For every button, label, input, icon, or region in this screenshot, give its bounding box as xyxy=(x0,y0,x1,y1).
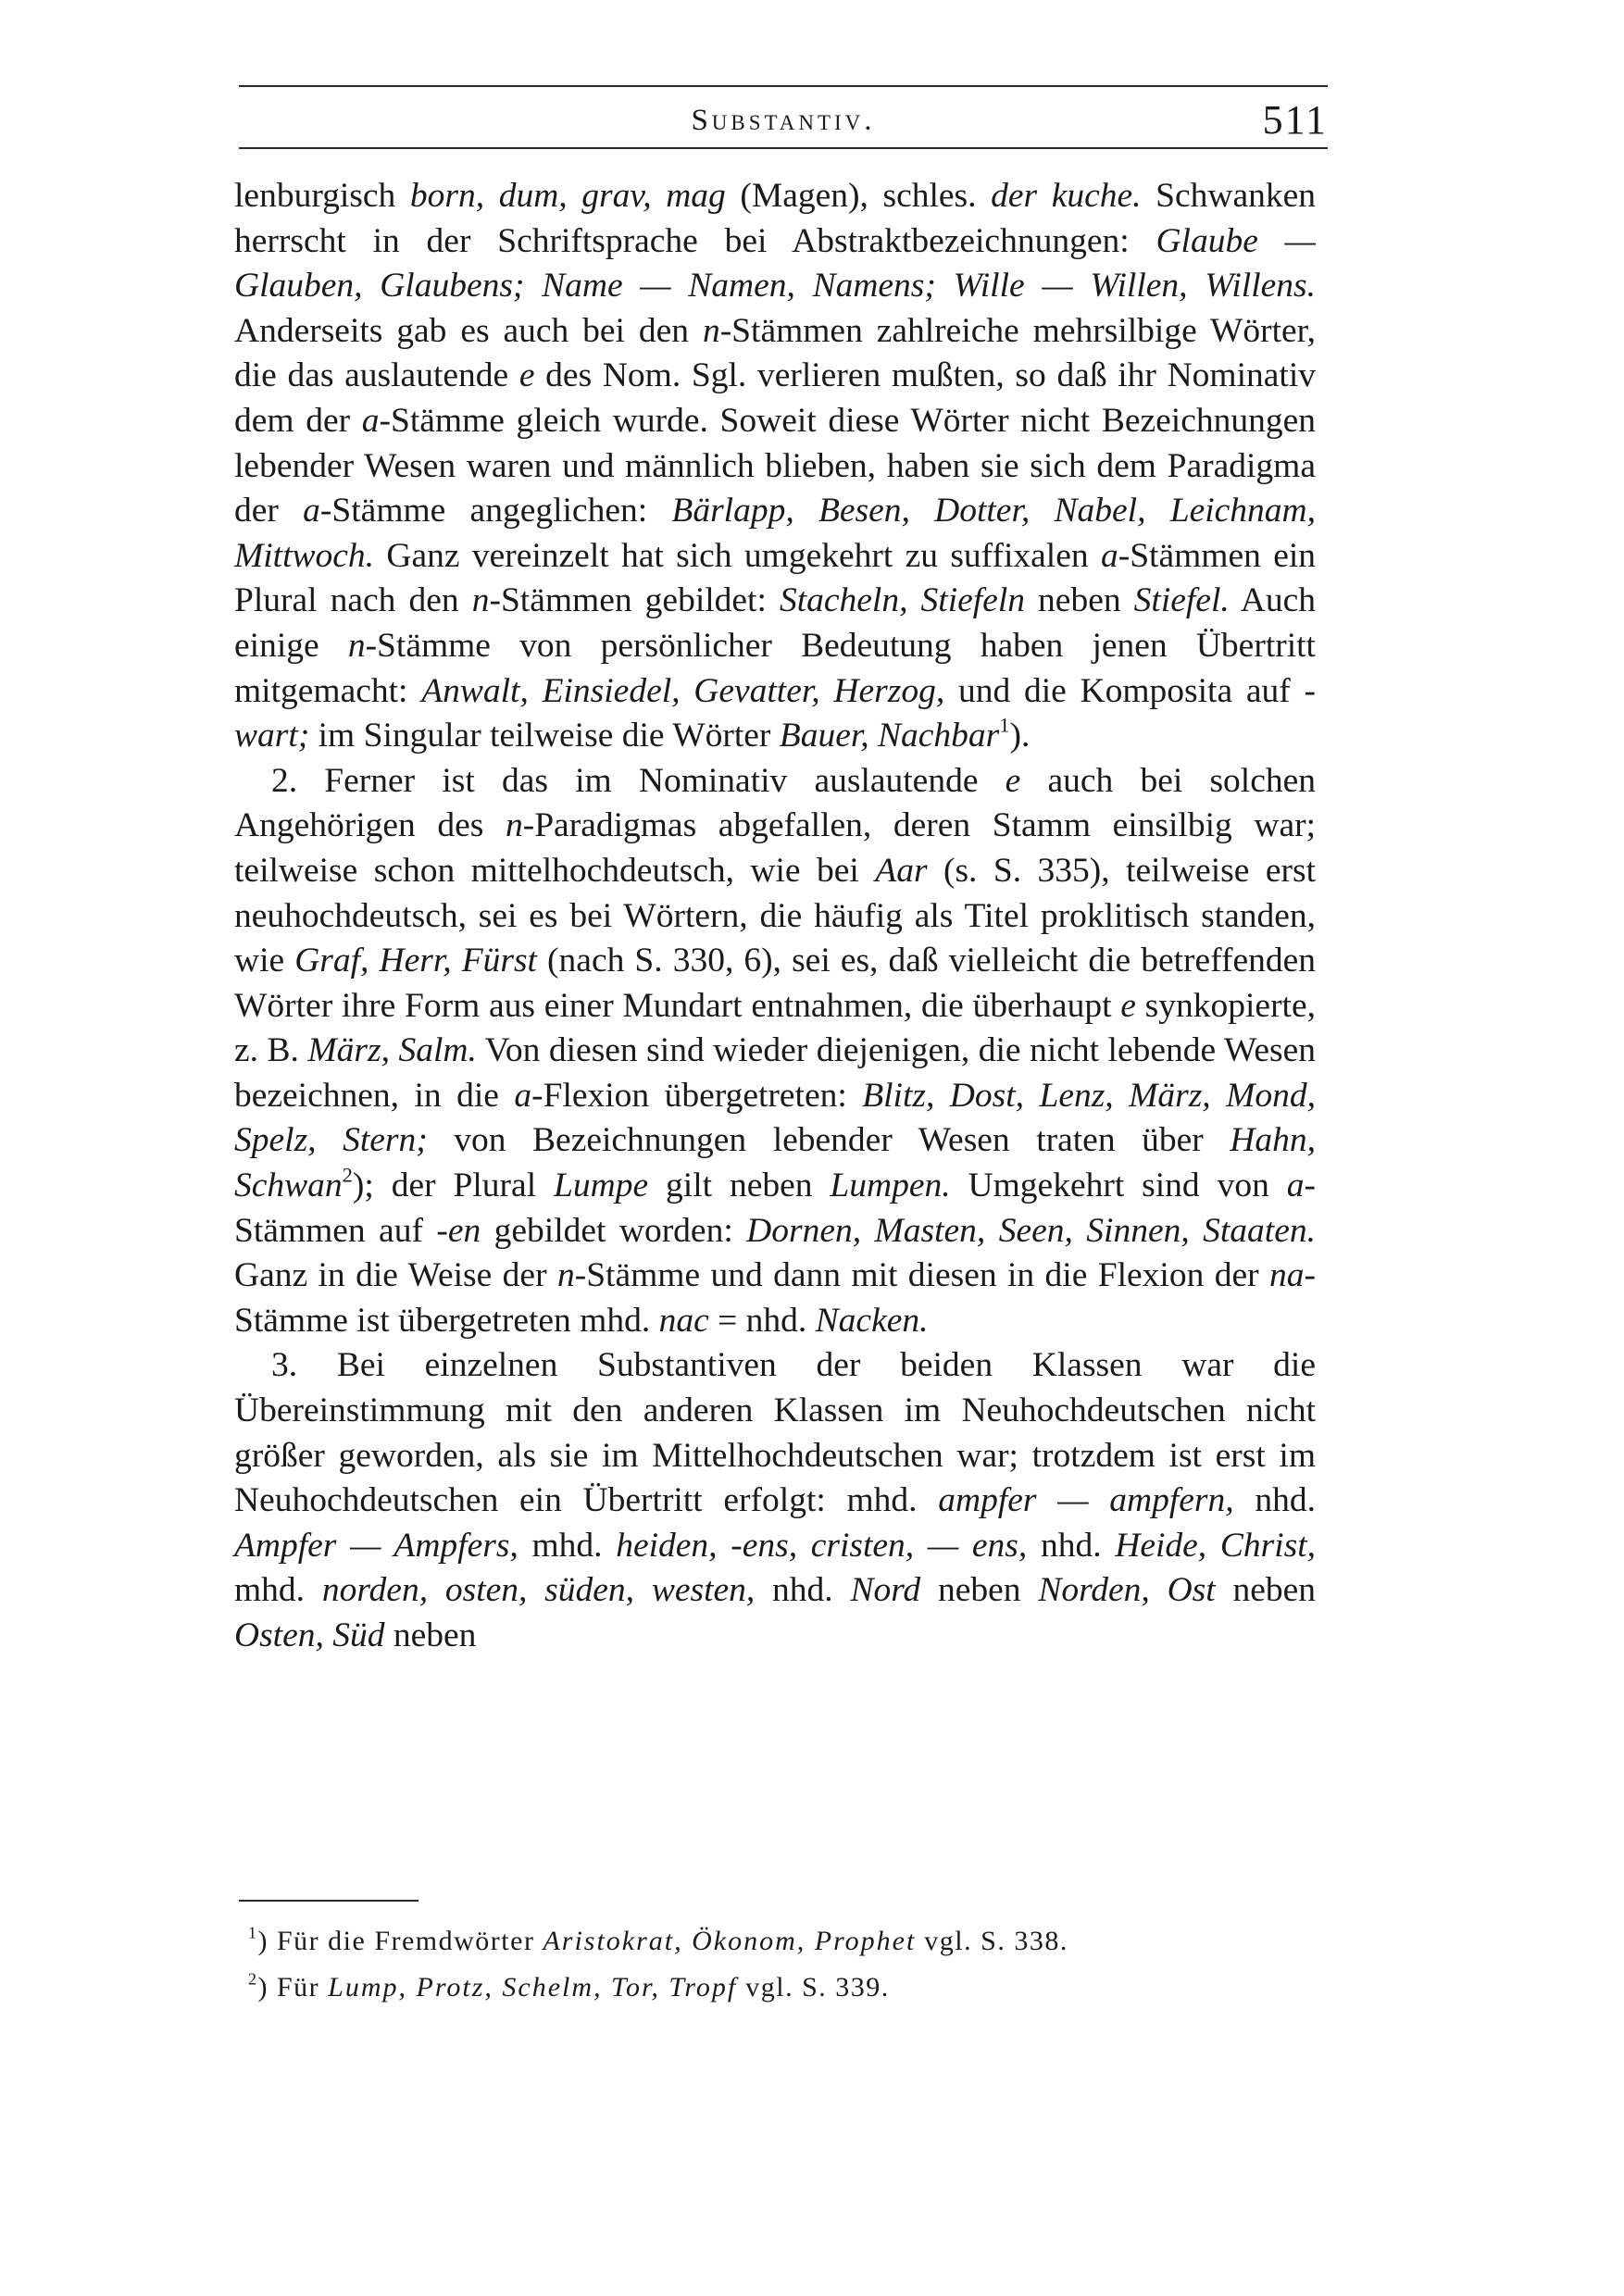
text-run: im Singular teilweise die Wörter xyxy=(309,717,780,755)
text-run: mhd. xyxy=(518,1526,617,1565)
footnote-marker: 1 xyxy=(248,1923,258,1942)
text-run: gebildet worden: xyxy=(481,1211,747,1250)
footnote xyxy=(248,1918,1313,1965)
text-run: ) Für xyxy=(257,1972,329,2003)
footnote xyxy=(248,1965,1313,2011)
text-run: des Nom. Sgl. verlieren mußten, so daß ihr Nominativ dem der xyxy=(234,356,1316,440)
italic-run: Bauer, Nachbar xyxy=(779,717,1000,755)
footnote-marker: 1 xyxy=(999,713,1010,737)
text-run: vgl. S. 338. xyxy=(916,1926,1068,1956)
italic-run: e xyxy=(518,356,535,395)
text-run: -Stämme ist übergetreten mhd. xyxy=(234,1256,1316,1340)
text-run: -Paradigmas abgefallen, deren Stamm einsilbig war; teilweise schon mittelhochdeutsch, wie bei xyxy=(234,806,1316,890)
text-run: -Flexion übergetreten: xyxy=(531,1076,863,1115)
text-run: ) Für die Fremdwörter xyxy=(257,1926,543,1956)
italic-run: -wart; xyxy=(234,671,1316,755)
text-run: -Stämme angeglichen: xyxy=(319,492,672,530)
text-run: Auch einige xyxy=(234,581,1316,665)
italic-run: Stiefel. xyxy=(1133,581,1230,620)
italic-run: Nacken. xyxy=(815,1301,929,1340)
italic-run: norden, osten, süden, westen, xyxy=(321,1571,756,1610)
italic-run: Lump, Protz, Schelm, Tor, Tropf xyxy=(328,1972,738,2003)
italic-run: Norden, Ost xyxy=(1038,1571,1216,1610)
italic-run: März, Salm. xyxy=(307,1031,477,1070)
text-run: (s. S. 335), teilweise erst neuhochdeutsch, sei es bei Wörtern, die häufig als Titel proklitisch standen, wie xyxy=(234,851,1316,980)
italic-run: born, dum, grav, mag xyxy=(409,177,726,215)
text-run: 2. Ferner ist das im Nominativ auslautende xyxy=(271,761,1006,800)
italic-run: e xyxy=(1120,986,1136,1025)
header-rule-top xyxy=(239,85,1328,87)
text-run: -Stämme und dann mit diesen in die Flexion der xyxy=(574,1256,1269,1295)
text-run: auch bei solchen Angehörigen des xyxy=(234,761,1316,845)
italic-run: Lumpe xyxy=(554,1167,649,1205)
italic-run: Dornen, Masten, Seen, Sinnen, Staaten. xyxy=(746,1211,1316,1250)
text-run: neben xyxy=(920,1571,1039,1610)
text-run: Schwanken herrscht in der Schriftsprache bei Abstraktbezeichnungen: xyxy=(234,177,1317,260)
text-run: und die Komposita auf xyxy=(944,671,1305,710)
italic-run: Osten, Süd xyxy=(234,1616,385,1654)
italic-run: Heide, Christ, xyxy=(1115,1526,1317,1565)
italic-run: ampfer — ampfern, xyxy=(938,1481,1234,1520)
italic-run: Hahn, Schwan xyxy=(234,1121,1316,1205)
text-run: mhd. xyxy=(234,1571,322,1610)
italic-run: na xyxy=(1269,1256,1305,1295)
text-run: nhd. xyxy=(1027,1526,1116,1565)
italic-run: -en xyxy=(436,1211,481,1250)
italic-run: Graf, Herr, Fürst xyxy=(294,942,537,980)
italic-run: n xyxy=(702,311,720,350)
footnote-marker: 2 xyxy=(248,1969,258,1989)
italic-run: a xyxy=(361,401,380,440)
text-run: lenburgisch xyxy=(234,177,410,215)
italic-run: heiden, -ens, cristen, — ens, xyxy=(616,1526,1028,1565)
text-run: -Stämmen ein Plural nach den xyxy=(234,536,1317,620)
body-text xyxy=(234,174,1316,1659)
text-run: Ganz in die Weise der xyxy=(234,1256,557,1295)
text-run: -Stämmen auf xyxy=(234,1167,1316,1250)
paragraph xyxy=(234,174,1316,759)
text-run: vgl. S. 339. xyxy=(737,1972,890,2003)
text-run: neben xyxy=(384,1616,477,1654)
italic-run: n xyxy=(347,626,366,665)
italic-run: Glaube — Glauben, Glaubens; Name — Namen, Namens; Wille — Willen, Willens. xyxy=(234,221,1316,306)
italic-run: n xyxy=(471,581,490,620)
text-run: -Stämme von persönlicher Bedeutung haben jenen Übertritt mitgemacht: xyxy=(234,626,1316,710)
italic-run: a xyxy=(303,492,320,530)
italic-run: Bärlapp, Besen, Dotter, Nabel, Leichnam, Mittwoch. xyxy=(234,492,1316,575)
footnotes xyxy=(248,1918,1313,2011)
italic-run: Aristokrat, Ökonom, Prophet xyxy=(543,1926,917,1956)
italic-run: a xyxy=(1286,1167,1305,1205)
italic-run: Stacheln, Stiefeln xyxy=(779,581,1025,620)
italic-run: der kuche. xyxy=(991,177,1142,215)
text-run: Ganz vereinzelt hat sich umgekehrt zu suffixalen xyxy=(374,536,1101,575)
text-run: neben xyxy=(1215,1571,1317,1610)
text-run: neben xyxy=(1024,581,1134,620)
text-run: von Bezeichnungen lebender Wesen traten über xyxy=(427,1121,1230,1160)
text-run: -Stämmen zahlreiche mehrsilbige Wörter, die das auslautende xyxy=(234,311,1317,395)
text-run: -Stämme gleich wurde. Soweit diese Wörter nicht Bezeichnungen lebender Wesen waren und männlich blieben, haben sie sich dem Paradigma der xyxy=(234,401,1316,530)
italic-run: Anwalt, Einsiedel, Gevatter, Herzog, xyxy=(421,671,945,710)
italic-run: n xyxy=(505,806,523,845)
italic-run: e xyxy=(1005,761,1021,800)
text-run: gilt neben xyxy=(648,1167,831,1205)
italic-run: a xyxy=(514,1076,532,1115)
text-run: = nhd. xyxy=(708,1301,816,1340)
footnote-rule xyxy=(239,1900,418,1902)
text-run: synkopierte, z. B. xyxy=(234,986,1316,1070)
italic-run: Aar xyxy=(875,851,928,890)
text-run: ). xyxy=(1009,717,1031,755)
italic-run: Ampfer — Ampfers, xyxy=(234,1526,518,1565)
text-run: Anderseits gab es auch bei den xyxy=(234,311,703,350)
italic-run: Nord xyxy=(850,1571,921,1610)
text-run: Umgekehrt sind von xyxy=(950,1167,1287,1205)
footnote-marker: 2 xyxy=(342,1163,353,1187)
page-number: 511 xyxy=(1262,97,1328,143)
italic-run: a xyxy=(1100,536,1118,575)
italic-run: Blitz, Dost, Lenz, März, Mond, Spelz, Stern; xyxy=(234,1076,1316,1160)
text-run: nhd. xyxy=(755,1571,851,1610)
text-run: Von diesen sind wieder diejenigen, die nicht lebende Wesen bezeichnen, in die xyxy=(234,1031,1316,1115)
paragraph xyxy=(234,759,1316,1344)
text-run: nhd. xyxy=(1233,1481,1316,1520)
running-title: Substantiv. xyxy=(691,104,876,137)
paragraph xyxy=(234,1343,1316,1658)
header-rule-bottom xyxy=(239,147,1328,149)
text-run: -Stämmen gebildet: xyxy=(489,581,780,620)
italic-run: nac xyxy=(658,1301,709,1340)
text-run: ); der Plural xyxy=(352,1167,555,1205)
italic-run: n xyxy=(556,1256,575,1295)
text-run: 3. Bei einzelnen Substantiven der beiden Klassen war die Übereinstimmung mit den anderen Klassen im Neuhochdeutschen nicht größer geworden, als sie im Mittelhochdeutschen war; trotzdem ist erst im Neuhochdeutschen ein Übertritt erfolgt: mhd. xyxy=(234,1346,1316,1520)
italic-run: Lumpen. xyxy=(830,1167,951,1205)
running-head xyxy=(239,96,1328,143)
text-run: (nach S. 330, 6), sei es, daß vielleicht die betreffenden Wörter ihre Form aus einer Mundart entnahmen, die überhaupt xyxy=(234,942,1316,1025)
text-run: (Magen), schles. xyxy=(725,177,992,215)
